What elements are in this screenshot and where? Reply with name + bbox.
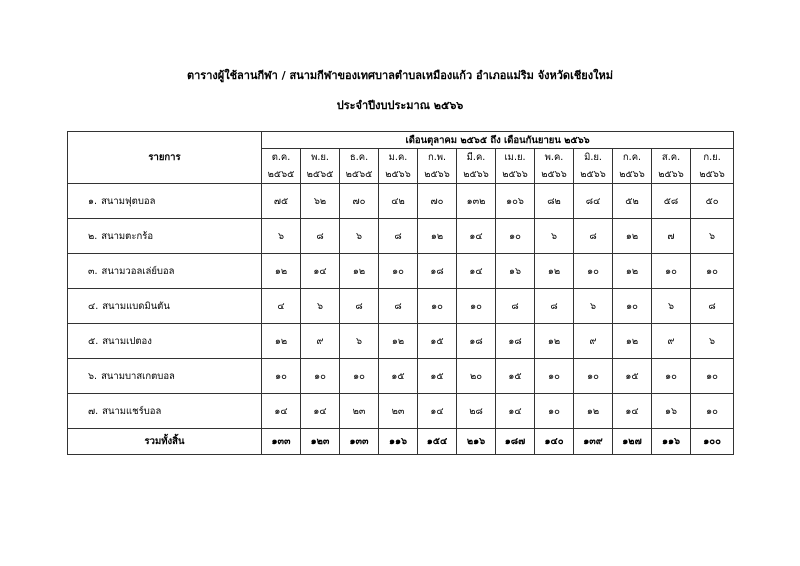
- page-title: ตารางผู้ใช้ลานกีฬา / สนามกีฬาของเทศบาลตำบลเหมืองแก้ว อำเภอแม่ริม จังหวัดเชียงใหม่: [186, 69, 613, 82]
- month-label: พ.ย.: [301, 149, 340, 167]
- table-row: [68, 359, 734, 394]
- value-cell: ๑๔: [262, 394, 301, 429]
- value-cell: ๖: [262, 219, 301, 254]
- item-name: สนามแบดมินตัน: [102, 300, 170, 312]
- year-label: ๒๕๖๖: [379, 166, 418, 184]
- value-cell: ๑๐: [574, 359, 613, 394]
- value-cell: ๑๒: [418, 219, 457, 254]
- year-label: ๒๕๖๕: [262, 166, 301, 184]
- month-label: เม.ย.: [496, 149, 535, 167]
- value-cell: ๑๐: [379, 254, 418, 289]
- value-cell: ๗๐: [340, 184, 379, 219]
- total-value-cell: ๑๑๖: [652, 429, 691, 455]
- item-name: สนามวอลเล่ย์บอล: [101, 265, 175, 277]
- value-cell: ๑๘: [418, 254, 457, 289]
- value-cell: ๘: [379, 289, 418, 324]
- usage-table: [67, 131, 734, 455]
- value-cell: ๘๒: [535, 184, 574, 219]
- item-name: สนามฟุตบอล: [101, 195, 156, 207]
- item-number: ๒.: [88, 230, 98, 242]
- value-cell: ๑๕: [379, 359, 418, 394]
- total-value-cell: ๑๕๔: [418, 429, 457, 455]
- value-cell: ๖: [340, 219, 379, 254]
- month-label: พ.ค.: [535, 149, 574, 167]
- value-cell: ๑๒: [613, 254, 652, 289]
- value-cell: ๒๐: [457, 359, 496, 394]
- value-cell: ๘: [301, 219, 340, 254]
- value-cell: ๖: [691, 324, 734, 359]
- value-cell: ๑๒: [379, 324, 418, 359]
- value-cell: ๑๕: [613, 359, 652, 394]
- value-cell: ๑๒: [613, 324, 652, 359]
- value-cell: ๑๐: [691, 254, 734, 289]
- year-label: ๒๕๖๖: [535, 166, 574, 184]
- value-cell: ๘: [691, 289, 734, 324]
- item-name-cell: [68, 184, 262, 219]
- value-cell: ๕๘: [652, 184, 691, 219]
- item-name-cell: [68, 359, 262, 394]
- value-cell: ๑๔: [457, 219, 496, 254]
- value-cell: ๑๖: [652, 394, 691, 429]
- value-cell: ๑๔: [418, 394, 457, 429]
- value-cell: ๑๘: [457, 324, 496, 359]
- value-cell: ๑๒: [535, 254, 574, 289]
- month-label: มี.ค.: [457, 149, 496, 167]
- item-name: สนามเปตอง: [102, 335, 152, 347]
- item-number: ๓.: [88, 265, 98, 277]
- value-cell: ๑๓๒: [457, 184, 496, 219]
- month-label: ธ.ค.: [340, 149, 379, 167]
- item-number: ๑.: [88, 195, 98, 207]
- value-cell: ๗: [652, 219, 691, 254]
- value-cell: ๖: [574, 289, 613, 324]
- year-label: ๒๕๖๕: [301, 166, 340, 184]
- year-label: ๒๕๖๖: [574, 166, 613, 184]
- value-cell: ๑๐: [301, 359, 340, 394]
- value-cell: ๑๐: [496, 219, 535, 254]
- year-label: ๒๕๖๖: [613, 166, 652, 184]
- table-row: [68, 289, 734, 324]
- value-cell: ๑๐: [652, 359, 691, 394]
- value-cell: ๘: [379, 219, 418, 254]
- value-cell: ๙: [574, 324, 613, 359]
- item-number: ๕.: [88, 335, 99, 347]
- value-cell: ๔: [262, 289, 301, 324]
- total-label: รวมทั้งสิ้น: [68, 429, 262, 455]
- item-name-cell: [68, 394, 262, 429]
- month-label: มิ.ย.: [574, 149, 613, 167]
- value-cell: ๑๐: [262, 359, 301, 394]
- total-value-cell: ๑๘๗: [496, 429, 535, 455]
- value-cell: ๖: [340, 324, 379, 359]
- item-name-cell: [68, 324, 262, 359]
- page-subtitle: ประจำปีงบประมาณ ๒๕๖๖: [336, 99, 464, 112]
- total-value-cell: ๑๒๗: [613, 429, 652, 455]
- total-value-cell: ๑๔๐: [535, 429, 574, 455]
- value-cell: ๑๐: [535, 394, 574, 429]
- year-label: ๒๕๖๖: [652, 166, 691, 184]
- value-cell: ๗๐: [418, 184, 457, 219]
- month-label: ต.ค.: [262, 149, 301, 167]
- table-row: [68, 394, 734, 429]
- value-cell: ๑๔: [301, 394, 340, 429]
- value-cell: ๑๕: [496, 359, 535, 394]
- total-value-cell: ๒๑๖: [457, 429, 496, 455]
- value-cell: ๑๒: [574, 394, 613, 429]
- year-label: ๒๕๖๖: [457, 166, 496, 184]
- value-cell: ๑๒: [535, 324, 574, 359]
- year-label: ๒๕๖๖: [418, 166, 457, 184]
- total-value-cell: ๑๐๐: [691, 429, 734, 455]
- item-name-cell: [68, 219, 262, 254]
- value-cell: ๑๐: [652, 254, 691, 289]
- value-cell: ๙: [301, 324, 340, 359]
- value-cell: ๑๔: [301, 254, 340, 289]
- value-cell: ๑๐: [691, 394, 734, 429]
- value-cell: ๖: [301, 289, 340, 324]
- value-cell: ๒๓: [379, 394, 418, 429]
- total-value-cell: ๑๓๓: [340, 429, 379, 455]
- item-name: สนามตะกร้อ: [101, 230, 154, 242]
- value-cell: ๑๐: [613, 289, 652, 324]
- item-name: สนามบาสเกตบอล: [101, 370, 175, 382]
- value-cell: ๖๒: [301, 184, 340, 219]
- value-cell: ๘: [340, 289, 379, 324]
- value-cell: ๑๔: [496, 394, 535, 429]
- period-header: เดือนตุลาคม ๒๕๖๕ ถึง เดือนกันยายน ๒๕๖๖: [262, 132, 734, 149]
- month-label: ม.ค.: [379, 149, 418, 167]
- month-label: ก.ค.: [613, 149, 652, 167]
- table-row: [68, 219, 734, 254]
- value-cell: ๘: [574, 219, 613, 254]
- item-number: ๔.: [88, 300, 99, 312]
- value-cell: ๑๔: [457, 254, 496, 289]
- value-cell: ๘: [535, 289, 574, 324]
- value-cell: ๖: [691, 219, 734, 254]
- value-cell: ๘๔: [574, 184, 613, 219]
- value-cell: ๑๘: [496, 324, 535, 359]
- value-cell: ๖: [652, 289, 691, 324]
- value-cell: ๑๔: [613, 394, 652, 429]
- value-cell: ๑๖: [496, 254, 535, 289]
- table-row: [68, 254, 734, 289]
- month-label: ก.พ.: [418, 149, 457, 167]
- value-cell: ๑๐: [340, 359, 379, 394]
- value-cell: ๑๕: [418, 324, 457, 359]
- table-row: [68, 324, 734, 359]
- value-cell: ๕๐: [691, 184, 734, 219]
- total-value-cell: ๑๓๓: [262, 429, 301, 455]
- value-cell: ๙: [652, 324, 691, 359]
- value-cell: ๑๐: [691, 359, 734, 394]
- item-name-cell: [68, 289, 262, 324]
- item-name-cell: [68, 254, 262, 289]
- total-value-cell: ๑๓๙: [574, 429, 613, 455]
- value-cell: ๗๕: [262, 184, 301, 219]
- value-cell: ๑๐: [574, 254, 613, 289]
- item-number: ๗.: [88, 405, 99, 417]
- value-cell: ๕๒: [613, 184, 652, 219]
- item-name: สนามแชร์บอล: [102, 405, 162, 417]
- value-cell: ๒๓: [340, 394, 379, 429]
- value-cell: ๑๒: [613, 219, 652, 254]
- item-number: ๖.: [88, 370, 98, 382]
- value-cell: ๔๒: [379, 184, 418, 219]
- month-label: ส.ค.: [652, 149, 691, 167]
- value-cell: ๑๐๖: [496, 184, 535, 219]
- value-cell: ๑๐: [535, 359, 574, 394]
- total-row: [68, 429, 734, 455]
- value-cell: ๑๒: [340, 254, 379, 289]
- value-cell: ๖: [535, 219, 574, 254]
- value-cell: ๑๒: [262, 254, 301, 289]
- year-label: ๒๕๖๖: [496, 166, 535, 184]
- month-label: ก.ย.: [691, 149, 734, 167]
- total-value-cell: ๑๑๖: [379, 429, 418, 455]
- value-cell: ๑๒: [262, 324, 301, 359]
- value-cell: ๘: [496, 289, 535, 324]
- value-cell: ๑๐: [457, 289, 496, 324]
- value-cell: ๑๕: [418, 359, 457, 394]
- items-header: รายการ: [68, 132, 262, 184]
- value-cell: ๒๘: [457, 394, 496, 429]
- table-row: [68, 184, 734, 219]
- table-body: [68, 184, 734, 455]
- total-value-cell: ๑๒๓: [301, 429, 340, 455]
- year-label: ๒๕๖๕: [340, 166, 379, 184]
- value-cell: ๑๐: [418, 289, 457, 324]
- year-label: ๒๕๖๖: [691, 166, 734, 184]
